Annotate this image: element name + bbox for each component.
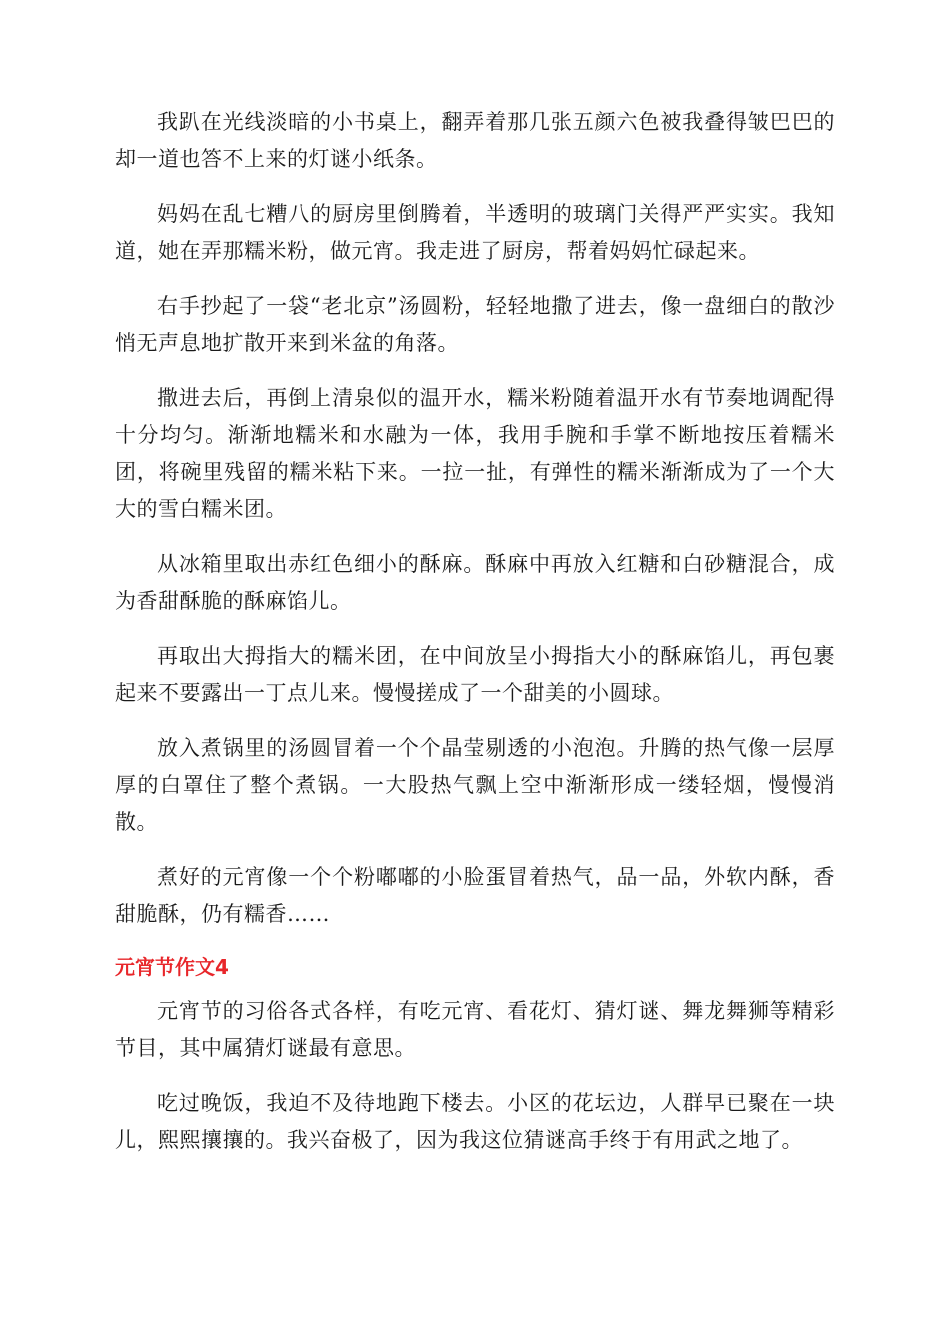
paragraph: 妈妈在乱七糟八的厨房里倒腾着，半透明的玻璃门关得严严实实。我知道，她在弄那糯米粉，做元宵。我走进了厨房，帮着妈妈忙碌起来。 <box>115 202 835 263</box>
paragraph: 吃过晚饭，我迫不及待地跑下楼去。小区的花坛边，人群早已聚在一块儿，熙熙攘攘的。我兴奋极了，因为我这位猜谜高手终于有用武之地了。 <box>115 1091 835 1152</box>
document-page <box>115 104 835 1177</box>
paragraph: 从冰箱里取出赤红色细小的酥麻。酥麻中再放入红糖和白砂糖混合，成为香甜酥脆的酥麻馅儿。 <box>115 552 835 613</box>
paragraph: 放入煮锅里的汤圆冒着一个个晶莹剔透的小泡泡。升腾的热气像一层厚厚的白罩住了整个煮锅。一大股热气飘上空中渐渐形成一缕轻烟，慢慢消散。 <box>115 736 835 834</box>
section-title: 元宵节作文4 <box>115 955 229 979</box>
paragraph: 元宵节的习俗各式各样，有吃元宵、看花灯、猜灯谜、舞龙舞狮等精彩节目，其中属猜灯谜最有意思。 <box>115 999 835 1060</box>
paragraph: 右手抄起了一袋“老北京”汤圆粉，轻轻地撒了进去，像一盘细白的散沙悄无声息地扩散开来到米盆的角落。 <box>115 294 835 355</box>
paragraph: 我趴在光线淡暗的小书桌上，翻弄着那几张五颜六色被我叠得皱巴巴的却一道也答不上来的灯谜小纸条。 <box>115 110 835 171</box>
paragraph: 撒进去后，再倒上清泉似的温开水，糯米粉随着温开水有节奏地调配得十分均匀。渐渐地糯米和水融为一体，我用手腕和手掌不断地按压着糯米团，将碗里残留的糯米粘下来。一拉一扯，有弹性的糯米渐渐成为了一个大大的雪白糯米团。 <box>115 386 835 521</box>
paragraph: 煮好的元宵像一个个粉嘟嘟的小脸蛋冒着热气，品一品，外软内酥，香甜脆酥，仍有糯香…… <box>115 865 835 926</box>
paragraph: 再取出大拇指大的糯米团，在中间放呈小拇指大小的酥麻馅儿，再包裹起来不要露出一丁点儿来。慢慢搓成了一个甜美的小圆球。 <box>115 644 835 705</box>
